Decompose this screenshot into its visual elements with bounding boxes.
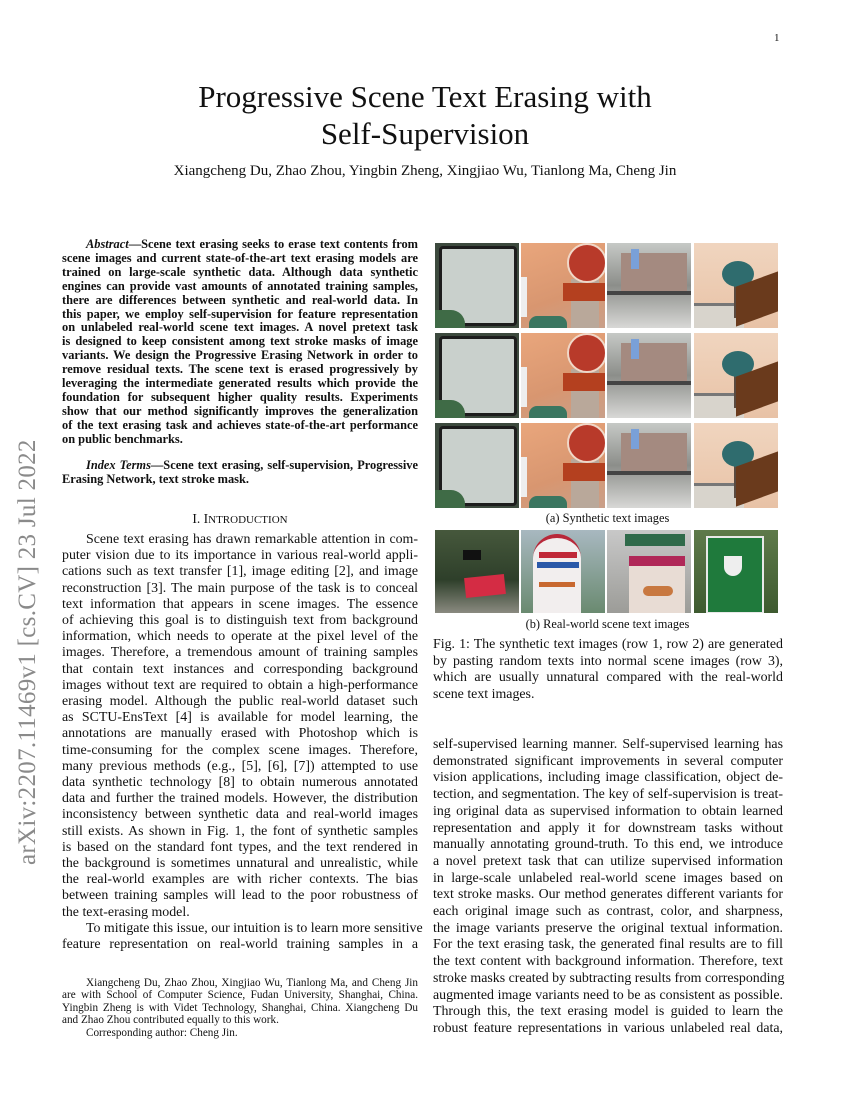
text-line: Through this, the text erasing model is guided to learn the [433,1004,783,1020]
paragraph [433,737,783,1038]
synthetic-image-r1c4 [694,243,778,328]
text-line: augmented image variants need to be as consistent as possible. [433,987,783,1003]
text-line: To mitigate this issue, our intuition is to learn more sensitive [86,920,423,936]
synthetic-image-r2c4 [694,333,778,418]
text-line: by pasting random texts into normal scene images (row 3), [433,653,783,669]
synthetic-image-r2c1 [435,333,519,418]
text-line: scene text images. [433,687,535,703]
real-world-image-3 [607,530,691,613]
text-line: information, which needs to operate at the pixel level of the [62,629,418,645]
introduction-left-column [62,532,423,953]
paragraph [62,920,423,953]
text-line: are with School of Computer Science, Fudan University, Shanghai, China. [62,989,418,1002]
index-terms [62,459,418,487]
abstract-line: scene images and current state-of-the-art text erasing models are [62,250,418,265]
text-line: Scene text erasing has drawn remarkable attention in com- [86,532,418,547]
background-image-r3c2 [521,423,605,508]
text-line: inconsistency between synthetic data and real-world images [62,807,418,823]
abstract-line: leveraging the intermediate generated results which provide the [62,376,418,391]
text-line: of achieving this goal is to distinguish text from background [62,613,418,629]
text-line: representation and apply it for downstream tasks without [433,820,783,836]
text-line: as SCTU-EnsText [4] is available for model learning, the [62,710,418,726]
text-line: Yingbin Zheng is with Videt Technology, Shanghai, China. Xiangcheng Du [62,1001,418,1014]
real-world-image-1 [435,530,519,613]
text-line: between training samples will lead to the poor robustness of [62,888,418,904]
text-line: data synthetic technology [8] to obtain numerous annotated [62,775,418,791]
title-line: Progressive Scene Text Erasing with [198,79,652,114]
text-line: which are usually unnatural compared with the real-world [433,670,783,686]
text-line: text stroke masks. Our method generates different variants for [433,887,783,903]
abstract-line: trained on large-scale synthetic data. Although data synthetic [62,264,418,279]
paragraph [62,532,418,921]
abstract-line: engines can provide vast amounts of annotated training samples, [62,278,418,293]
text-line: and Zhao Zhou contributed equally to this work. [62,1014,279,1027]
text-line: data and further the trained models. However, the distribution [62,791,418,807]
text-line: the real-world examples are with richer contexts. The bias [62,872,418,888]
background-image-r3c1 [435,423,519,508]
index-terms-label: Index Terms [86,458,151,472]
index-terms-line: Index Terms—Scene text erasing, self-supervision, Progressive [86,458,418,472]
abstract-line: Abstract—Scene text erasing seeks to erase text contents from [86,237,418,251]
heading-rest: NTRODUCTION [208,514,288,526]
text-line: demonstrated significant improvements in several computer [433,753,783,769]
text-line: images. Therefore, a tremendous amount of training samples [62,645,418,661]
text-line: vision applications, including image classification, object de- [433,770,783,786]
text-line: text information that appears in scene images. The essence [62,596,418,612]
synthetic-image-r1c1 [435,243,519,328]
abstract-line: show that our method significantly improves the generalization [62,403,418,418]
text-line: the text content with background information. Therefore, text [433,954,783,970]
text-line: robust feature representations in various unlabeled real data, [433,1020,783,1036]
text-line: the image variants preserve the original textual information. [433,920,783,936]
text-line: time-consuming for the complex scene images. Therefore, [62,742,418,758]
text-line: puter vision due to its importance in various real-world appli- [62,548,418,564]
text-line: a novel pretext task that can utilize supervised information [433,853,783,869]
real-world-image-4 [694,530,778,613]
figure-caption [433,637,783,704]
text-line: ing original data as supervised information to obtain learned [433,803,783,819]
abstract-line: remove residual texts. The scene text is erased progressively by [62,362,418,377]
text-line: annotations are manually erased with Photoshop which is [62,726,418,742]
abstract-line: variants. We design the Progressive Erasing Network in order to [62,348,418,363]
subcaption-real-world: (b) Real-world scene text images [525,617,690,631]
abstract [62,238,418,447]
paper-title [0,78,850,152]
text-line: many previous methods (e.g., [5], [6], [7]) attempted to use [62,758,418,774]
text-line: Corresponding author: Cheng Jin. [86,1026,238,1039]
text-line: that contain text instances and corresponding background [62,661,418,677]
text-line: reconstruction [3]. The main purpose of the task is to conceal [62,580,418,596]
abstract-label: Abstract [86,237,129,251]
background-image-r3c3 [607,423,691,508]
real-world-image-2 [521,530,605,613]
author-list: Xiangcheng Du, Zhao Zhou, Yingbin Zheng, Xingjiao Wu, Tianlong Ma, Cheng Jin [173,163,677,179]
abstract-line: on public benchmarks. [62,431,183,446]
footnote-paragraph [62,977,418,1027]
text-line: self-supervised learning manner. Self-supervised learning has [433,737,783,752]
text-line: Xiangcheng Du, Zhao Zhou, Xingjiao Wu, Tianlong Ma, and Cheng Jin [86,977,418,989]
text-line: images without text are required to obtain a high-performance [62,677,418,693]
page-number: 1 [774,32,780,44]
text-line: For the text erasing task, the generated final results are to fill [433,937,783,953]
text-line: still exists. As shown in Fig. 1, the font of synthetic samples [62,823,418,839]
abstract-line: is designed to keep consistent among text stroke masks of image [62,334,418,349]
text-line: in large-scale unlabeled real-world scene images based on [433,870,783,886]
synthetic-image-r1c2 [521,243,605,328]
section-heading-introduction [62,511,418,527]
text-line: each original image such as contrast, color, and sharpness, [433,904,783,920]
background-image-r3c4 [694,423,778,508]
text-line: is based on the standard font types, and the text rendered in [62,839,418,855]
text-line: the background is sometimes unnatural and unrealistic, while [62,856,418,872]
text-line: tection, and segmentation. The key of self-supervision is treat- [433,787,783,803]
abstract-line: there are differences between synthetic and real-world data. In [62,292,418,307]
abstract-line: this paper, we employ self-supervision for feature representation [62,306,418,321]
abstract-line: foundation for subsequent higher quality results. Experiments [62,389,418,404]
text-line: Fig. 1: The synthetic text images (row 1, row 2) are generated [433,637,783,652]
footnote-paragraph [62,1027,418,1039]
abstract-line: on unlabeled real-world scene text images. A novel pretext task [62,320,418,335]
subcaption-synthetic: (a) Synthetic text images [545,511,670,525]
author-affiliation-footnote [62,977,418,1039]
text-line: the text-erasing model. [62,904,190,920]
abstract-line: of the text erasing task and achieves state-of-the-art performance [62,417,418,432]
index-terms-line: Erasing Network, text stroke mask. [62,471,249,486]
text-line: feature representation on real-world training samples in a [62,937,418,953]
text-line: cations such as text transfer [1], image editing [2], and image [62,564,418,580]
heading-numeral: I. I [192,511,209,526]
introduction-right-column [433,737,783,1038]
synthetic-image-r1c3 [607,243,691,328]
arxiv-identifier-stamp: arXiv:2207.11469v1 [cs.CV] 23 Jul 2022 [14,439,41,865]
text-line: erasing model. Although the public real-world dataset such [62,694,418,710]
text-line: manually annotating ground-truth. To this end, we introduce [433,837,783,853]
text-line: stroke masks created by subtracting results from corresponding [433,970,785,986]
caption-paragraph [433,637,783,704]
synthetic-image-r2c2 [521,333,605,418]
synthetic-image-r2c3 [607,333,691,418]
title-line: Self-Supervision [320,116,530,151]
